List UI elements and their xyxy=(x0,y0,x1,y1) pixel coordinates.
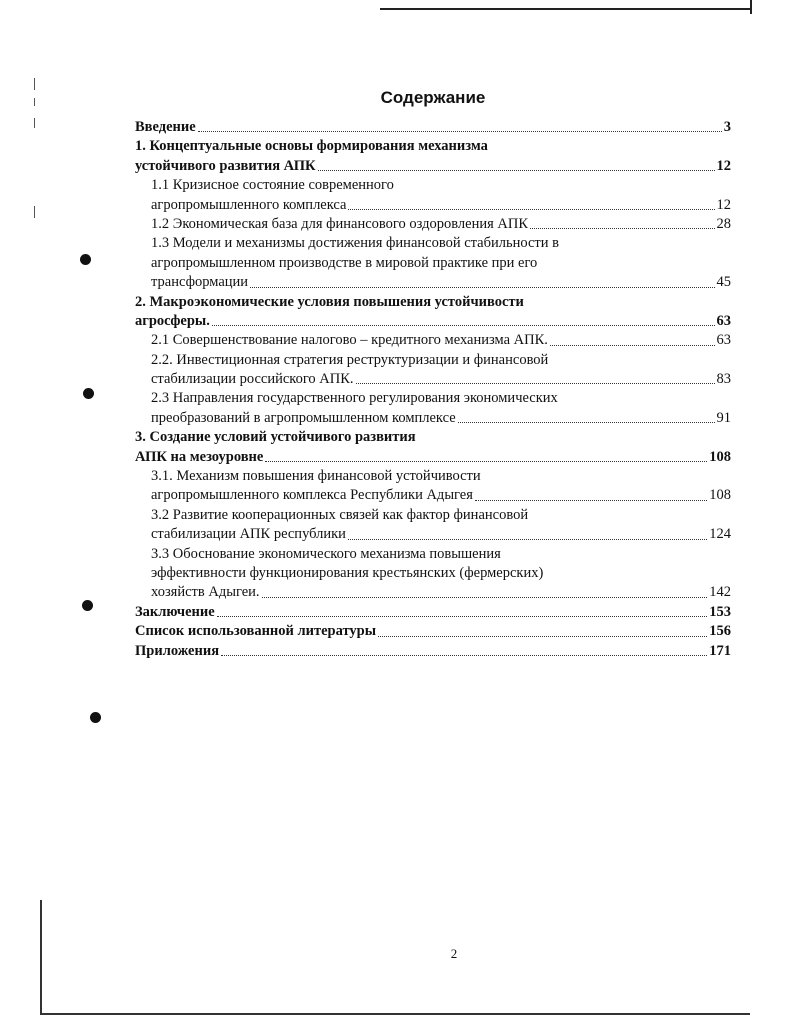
toc-entry-title: преобразований в агропромышленном комплексе xyxy=(151,409,456,426)
toc-entry-row xyxy=(135,642,731,661)
table-of-contents xyxy=(135,118,731,661)
toc-leader-dots xyxy=(356,383,715,384)
toc-leader-dots xyxy=(475,500,707,501)
toc-entry-title: стабилизации российского АПК. xyxy=(151,371,354,388)
toc-page-number: 45 xyxy=(716,274,731,291)
toc-entry-title: Заключение xyxy=(135,603,215,620)
toc-entry-title: трансформации xyxy=(151,274,249,291)
toc-entry xyxy=(135,622,731,641)
toc-entry-title-line: 1. Концептуальные основы формирования механизма xyxy=(135,138,488,155)
toc-entry xyxy=(135,234,731,292)
toc-page-number: 108 xyxy=(709,487,731,504)
toc-entry-row xyxy=(135,583,731,602)
toc-page-number: 63 xyxy=(716,312,731,329)
punch-hole-2 xyxy=(83,388,94,399)
toc-entry-title: Приложения xyxy=(135,642,220,659)
toc-leader-dots xyxy=(262,597,708,598)
punch-hole-3 xyxy=(82,600,93,611)
toc-page-number: 12 xyxy=(716,196,731,213)
toc-entry-title-line: агропромышленном производстве в мировой практике при его xyxy=(151,254,538,271)
toc-entry-row xyxy=(135,409,731,428)
toc-entry xyxy=(135,351,731,390)
scan-edge-bottom xyxy=(40,1013,750,1015)
punch-hole-1 xyxy=(80,254,91,265)
toc-entry-title-line: 1.1 Кризисное состояние современного xyxy=(151,177,394,194)
toc-entry-title: хозяйств Адыгеи. xyxy=(151,584,260,601)
scan-edge-top xyxy=(380,8,752,10)
toc-page-number: 142 xyxy=(709,584,731,601)
toc-entry-row xyxy=(135,273,731,292)
toc-entry-title: Введение xyxy=(135,119,196,135)
toc-page-number: 83 xyxy=(716,371,731,388)
toc-entry xyxy=(135,389,731,428)
toc-page-number: 63 xyxy=(716,332,731,349)
toc-entry-row xyxy=(135,622,731,641)
toc-page-number: 156 xyxy=(709,623,731,640)
toc-leader-dots xyxy=(378,636,707,637)
toc-leader-dots xyxy=(348,539,707,540)
toc-entry-title-line: 3.1. Механизм повышения финансовой устойчивости xyxy=(151,468,481,485)
toc-entry-title: Список использованной литературы xyxy=(135,623,377,640)
toc-entry-title: 2.1 Совершенствование налогово – кредитного механизма АПК. xyxy=(151,332,548,349)
toc-entry-row xyxy=(135,215,731,234)
toc-entry xyxy=(135,428,731,467)
toc-leader-dots xyxy=(348,209,714,210)
toc-entry xyxy=(135,331,731,350)
toc-leader-dots xyxy=(198,131,722,132)
toc-entry-row xyxy=(135,448,731,467)
toc-entry-title-line: эффективности функционирования крестьянских (фермерских) xyxy=(151,564,544,581)
toc-leader-dots xyxy=(217,616,708,617)
page-number: 2 xyxy=(450,946,458,961)
scan-tick xyxy=(34,118,35,128)
toc-entry-row xyxy=(135,196,731,215)
toc-entry xyxy=(135,215,731,234)
toc-leader-dots xyxy=(250,287,714,288)
toc-entry-row xyxy=(135,525,731,544)
toc-entry-title: устойчивого развития АПК xyxy=(135,157,316,174)
toc-leader-dots xyxy=(212,325,715,326)
toc-entry-title-line: 1.3 Модели и механизмы достижения финансовой стабильности в xyxy=(151,235,559,252)
toc-entry xyxy=(135,137,731,176)
toc-entry-title: стабилизации АПК республики xyxy=(151,526,346,543)
toc-page-number: 12 xyxy=(716,157,731,174)
toc-page-number: 91 xyxy=(716,409,731,426)
toc-entry-row xyxy=(135,370,731,389)
toc-entry xyxy=(135,642,731,661)
toc-entry-title: 1.2 Экономическая база для финансового оздоровления АПК xyxy=(151,215,528,232)
toc-entry xyxy=(135,293,731,332)
toc-page-number: 28 xyxy=(716,215,731,232)
toc-entry-row xyxy=(135,312,731,331)
toc-leader-dots xyxy=(458,422,715,423)
toc-entry-row xyxy=(135,157,731,176)
toc-entry-title-line: 2.2. Инвестиционная стратегия реструктуризации и финансовой xyxy=(151,351,549,368)
toc-leader-dots xyxy=(265,461,707,462)
toc-entry xyxy=(135,545,731,603)
toc-leader-dots xyxy=(550,345,715,346)
toc-entry-title: АПК на мезоуровне xyxy=(135,448,264,465)
toc-page-number: 153 xyxy=(709,603,731,620)
punch-hole-4 xyxy=(90,712,101,723)
toc-entry-title-line: 2. Макроэкономические условия повышения устойчивости xyxy=(135,293,524,310)
toc-entry xyxy=(135,506,731,545)
scan-tick xyxy=(34,206,35,218)
page-title: Содержание xyxy=(380,88,486,107)
toc-entry xyxy=(135,176,731,215)
toc-entry-title-line: 3. Создание условий устойчивого развития xyxy=(135,429,416,446)
toc-entry-title: агросферы. xyxy=(135,312,210,329)
toc-entry-title: агропромышленного комплекса xyxy=(151,196,347,213)
toc-page-number: 171 xyxy=(709,642,731,659)
toc-leader-dots xyxy=(221,655,707,656)
toc-page-number: 3 xyxy=(723,119,731,135)
toc-entry-title-line: 3.3 Обоснование экономического механизма повышения xyxy=(151,545,501,562)
toc-entry xyxy=(135,603,731,622)
toc-page-number: 108 xyxy=(709,448,731,465)
toc-leader-dots xyxy=(530,228,715,229)
toc-leader-dots xyxy=(318,170,715,171)
toc-entry-row xyxy=(135,603,731,622)
toc-page-number: 124 xyxy=(709,526,731,543)
toc-entry-row xyxy=(135,331,731,350)
toc-entry-title-line: 3.2 Развитие кооперационных связей как фактор финансовой xyxy=(151,506,529,523)
toc-entry xyxy=(135,467,731,506)
toc-entry xyxy=(135,118,731,137)
toc-entry-title-line: 2.3 Направления государственного регулирования экономических xyxy=(151,390,558,407)
toc-entry-row xyxy=(135,118,731,137)
toc-entry-row xyxy=(135,486,731,505)
scan-edge-right xyxy=(750,0,752,14)
toc-entry-title: агропромышленного комплекса Республики Адыгея xyxy=(151,487,473,504)
